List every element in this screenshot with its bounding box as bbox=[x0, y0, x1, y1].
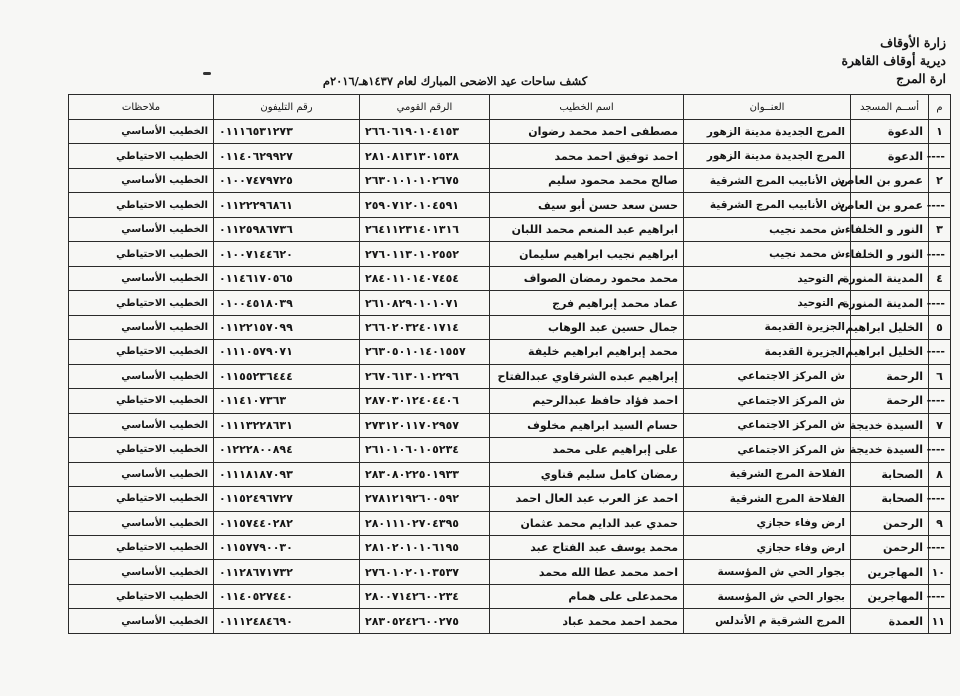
address-cell: ش محمد نجيب bbox=[684, 217, 851, 241]
mosque-name-cell: الخليل ابراهيم bbox=[851, 340, 929, 364]
mosque-name-cell: المهاجرين bbox=[851, 560, 929, 584]
address-cell: ش المركز الاجتماعي bbox=[684, 364, 851, 388]
table-row bbox=[69, 535, 951, 559]
table-row bbox=[69, 340, 951, 364]
national-id-cell: ٢٨٣٠٥٢٤٢٦٠٠٢٧٥ bbox=[360, 609, 490, 634]
mosque-name-cell: النور و الخلفاء bbox=[851, 242, 929, 266]
notes-cell: الخطيب الأساسي bbox=[69, 560, 214, 584]
address-cell: الفلاحة المرج الشرقية bbox=[684, 487, 851, 511]
table-row bbox=[69, 584, 951, 608]
row-number-cell: ---- bbox=[929, 389, 951, 413]
national-id-cell: ٢٦٧٠٦١٣٠١٠٢٢٩٦ bbox=[360, 364, 490, 388]
phone-number-cell: ٠١٠٠٧٤٧٩٧٢٥ bbox=[214, 168, 360, 192]
row-number-cell: ---- bbox=[929, 535, 951, 559]
row-number-cell: ---- bbox=[929, 291, 951, 315]
address-cell: ش المركز الاجتماعي bbox=[684, 389, 851, 413]
notes-cell: الخطيب الأساسي bbox=[69, 315, 214, 339]
national-id-cell: ٢٦٦٠٢٠٣٢٤٠١٧١٤ bbox=[360, 315, 490, 339]
phone-number-cell: ٠١١٤١٠٧٣٦٣ bbox=[214, 389, 360, 413]
notes-cell: الخطيب الاحتياطي bbox=[69, 438, 214, 462]
table-row bbox=[69, 438, 951, 462]
mosque-name-cell: الدعوة bbox=[851, 120, 929, 144]
row-number-cell: ٨ bbox=[929, 462, 951, 486]
notes-cell: الخطيب الأساسي bbox=[69, 462, 214, 486]
notes-cell: الخطيب الاحتياطي bbox=[69, 242, 214, 266]
address-cell: ش المركز الاجتماعي bbox=[684, 438, 851, 462]
address-cell: الفلاحة المرج الشرقية bbox=[684, 462, 851, 486]
table-header-row bbox=[69, 95, 951, 120]
mosque-name-cell: عمرو بن العاص bbox=[851, 168, 929, 192]
national-id-cell: ٢٨٤٠١١٠١٤٠٧٤٥٤ bbox=[360, 266, 490, 290]
phone-number-cell: ٠١١١٢٤٨٤٦٩٠ bbox=[214, 609, 360, 634]
preacher-name-cell: مصطفى احمد محمد رضوان bbox=[490, 120, 684, 144]
phone-number-cell: ٠١١١٣٢٢٨٦٣١ bbox=[214, 413, 360, 437]
table-row bbox=[69, 487, 951, 511]
table-row bbox=[69, 609, 951, 634]
phone-number-cell: ٠١١٥٥٢٣٦٤٤٤ bbox=[214, 364, 360, 388]
col-header-preacher-name: اسم الخطيب bbox=[490, 95, 684, 120]
national-id-cell: ٢٨٠١١١٠٢٧٠٤٣٩٥ bbox=[360, 511, 490, 535]
address-cell: ش محمد نجيب bbox=[684, 242, 851, 266]
national-id-cell: ٢٨٣٠٨٠٢٢٥٠١٩٣٣ bbox=[360, 462, 490, 486]
mosque-name-cell: المدينة المنورة bbox=[851, 291, 929, 315]
table-row bbox=[69, 217, 951, 241]
col-header-number: م bbox=[929, 95, 951, 120]
mosque-name-cell: الرحمن bbox=[851, 535, 929, 559]
address-cell: الجزيرة القديمة bbox=[684, 315, 851, 339]
row-number-cell: ١١ bbox=[929, 609, 951, 634]
preacher-name-cell: عماد محمد إبراهيم فرج bbox=[490, 291, 684, 315]
notes-cell: الخطيب الاحتياطي bbox=[69, 535, 214, 559]
row-number-cell: ---- bbox=[929, 144, 951, 168]
address-cell: المرج الجديدة مدينة الزهور bbox=[684, 144, 851, 168]
mosque-name-cell: السيدة خديجة bbox=[851, 438, 929, 462]
table-row bbox=[69, 193, 951, 217]
row-number-cell: ---- bbox=[929, 193, 951, 217]
col-header-national-id: الرقم القومي bbox=[360, 95, 490, 120]
phone-number-cell: ٠١٠٠٧١٤٤٦٢٠ bbox=[214, 242, 360, 266]
table-row bbox=[69, 413, 951, 437]
mosque-name-cell: عمرو بن العاص bbox=[851, 193, 929, 217]
national-id-cell: ٢٧٦٠١٠٢٠١٠٣٥٣٧ bbox=[360, 560, 490, 584]
preacher-name-cell: حمدي عبد الدايم محمد عثمان bbox=[490, 511, 684, 535]
national-id-cell: ٢٦٣٠٥٠١٠١٤٠١٥٥٧ bbox=[360, 340, 490, 364]
row-number-cell: ١٠ bbox=[929, 560, 951, 584]
notes-cell: الخطيب الأساسي bbox=[69, 511, 214, 535]
table-row bbox=[69, 560, 951, 584]
notes-cell: الخطيب الاحتياطي bbox=[69, 584, 214, 608]
preacher-name-cell: احمد فؤاد حافظ عبدالرحيم bbox=[490, 389, 684, 413]
table-row bbox=[69, 120, 951, 144]
table-row bbox=[69, 511, 951, 535]
phone-number-cell: ٠١١٥٧٤٤٠٢٨٢ bbox=[214, 511, 360, 535]
table-row bbox=[69, 462, 951, 486]
ministry-line: زارة الأوقاف bbox=[880, 35, 946, 50]
preacher-name-cell: جمال حسين عبد الوهاب bbox=[490, 315, 684, 339]
row-number-cell: ٤ bbox=[929, 266, 951, 290]
table-row bbox=[69, 364, 951, 388]
phone-number-cell: ٠١١٤٠٥٢٧٤٤٠ bbox=[214, 584, 360, 608]
document-header bbox=[841, 34, 946, 88]
row-number-cell: ٦ bbox=[929, 364, 951, 388]
national-id-cell: ٢٧٣١٢٠١١٧٠٢٩٥٧ bbox=[360, 413, 490, 437]
mosque-name-cell: العمدة bbox=[851, 609, 929, 634]
preacher-name-cell: رمضان كامل سليم قناوي bbox=[490, 462, 684, 486]
address-cell: م التوحيد bbox=[684, 291, 851, 315]
mosque-name-cell: الصحابة bbox=[851, 462, 929, 486]
phone-number-cell: ٠١١١٠٥٧٩٠٧١ bbox=[214, 340, 360, 364]
table-row bbox=[69, 242, 951, 266]
address-cell: ارض وفاء حجازي bbox=[684, 535, 851, 559]
national-id-cell: ٢٥٩٠٧١٢٠١٠٤٥٩١ bbox=[360, 193, 490, 217]
directorate-line: ديرية أوقاف القاهرة bbox=[841, 53, 946, 68]
phone-number-cell: ٠١٢٢٢٨٠٠٨٩٤ bbox=[214, 438, 360, 462]
row-number-cell: ٩ bbox=[929, 511, 951, 535]
row-number-cell: ---- bbox=[929, 438, 951, 462]
notes-cell: الخطيب الأساسي bbox=[69, 120, 214, 144]
notes-cell: الخطيب الاحتياطي bbox=[69, 144, 214, 168]
notes-cell: الخطيب الأساسي bbox=[69, 364, 214, 388]
notes-cell: الخطيب الأساسي bbox=[69, 168, 214, 192]
mosque-name-cell: الدعوة bbox=[851, 144, 929, 168]
row-number-cell: ١ bbox=[929, 120, 951, 144]
national-id-cell: ٢٧٦٠١١٣٠١٠٢٥٥٢ bbox=[360, 242, 490, 266]
notes-cell: الخطيب الأساسي bbox=[69, 413, 214, 437]
phone-number-cell: ٠١١٢٨٦٧١٧٣٢ bbox=[214, 560, 360, 584]
preacher-name-cell: محمد إبراهيم ابراهيم خليفة bbox=[490, 340, 684, 364]
row-number-cell: ---- bbox=[929, 340, 951, 364]
col-header-phone: رقم التليفون bbox=[214, 95, 360, 120]
preacher-name-cell: محمد احمد محمد عباد bbox=[490, 609, 684, 634]
phone-number-cell: ٠١١١٨١٨٧٠٩٣ bbox=[214, 462, 360, 486]
phone-number-cell: ٠١٠٠٤٥١٨٠٣٩ bbox=[214, 291, 360, 315]
national-id-cell: ٢٦٣٠١٠١٠١٠٢٦٧٥ bbox=[360, 168, 490, 192]
preacher-name-cell: إبراهيم عبده الشرقاوي عبدالفتاح bbox=[490, 364, 684, 388]
row-number-cell: ٥ bbox=[929, 315, 951, 339]
document-title: كشف ساحات عيد الاضحى المبارك لعام ١٤٣٧هـ/٢٠١٦م bbox=[322, 74, 588, 88]
table-row bbox=[69, 389, 951, 413]
address-cell: ش الأنابيب المرج الشرقية bbox=[684, 193, 851, 217]
address-cell: المرج الشرقية م الأندلس bbox=[684, 609, 851, 634]
mosque-name-cell: المدينة المنورة bbox=[851, 266, 929, 290]
row-number-cell: ---- bbox=[929, 584, 951, 608]
mosque-name-cell: الخليل ابراهيم bbox=[851, 315, 929, 339]
preacher-name-cell: محمد يوسف عبد الفتاح عبد bbox=[490, 535, 684, 559]
notes-cell: الخطيب الاحتياطي bbox=[69, 487, 214, 511]
national-id-cell: ٢٦١٠٨٢٩٠١٠١٠٧١ bbox=[360, 291, 490, 315]
table-row bbox=[69, 168, 951, 192]
phone-number-cell: ٠١١٢٥٩٨٦٧٣٦ bbox=[214, 217, 360, 241]
notes-cell: الخطيب الاحتياطي bbox=[69, 340, 214, 364]
phone-number-cell: ٠١١٤٠٦٢٩٩٢٧ bbox=[214, 144, 360, 168]
notes-cell: الخطيب الاحتياطي bbox=[69, 193, 214, 217]
mosque-name-cell: السيدة خديجة bbox=[851, 413, 929, 437]
national-id-cell: ٢٨٧٠٣٠١٢٤٠٤٤٠٦ bbox=[360, 389, 490, 413]
mosque-name-cell: الرحمن bbox=[851, 511, 929, 535]
phone-number-cell: ٠١١٥٧٧٩٠٠٣٠ bbox=[214, 535, 360, 559]
table-row bbox=[69, 291, 951, 315]
mosque-name-cell: الرحمة bbox=[851, 364, 929, 388]
row-number-cell: ٧ bbox=[929, 413, 951, 437]
address-cell: المرج الجديدة مدينة الزهور bbox=[684, 120, 851, 144]
phone-number-cell: ٠١١٤٦١٧٠٥٦٥ bbox=[214, 266, 360, 290]
notes-cell: الخطيب الاحتياطي bbox=[69, 389, 214, 413]
address-cell: الجزيرة القديمة bbox=[684, 340, 851, 364]
row-number-cell: ٢ bbox=[929, 168, 951, 192]
administration-line: ارة المرج bbox=[896, 71, 946, 86]
table-row bbox=[69, 315, 951, 339]
national-id-cell: ٢٨١٠٢٠١٠١٠٦١٩٥ bbox=[360, 535, 490, 559]
col-header-notes: ملاحظات bbox=[69, 95, 214, 120]
mosque-name-cell: النور و الخلفاء bbox=[851, 217, 929, 241]
ink-mark bbox=[203, 72, 211, 75]
preacher-name-cell: ابراهيم عبد المنعم محمد اللبان bbox=[490, 217, 684, 241]
preacher-name-cell: على إبراهيم على محمد bbox=[490, 438, 684, 462]
notes-cell: الخطيب الأساسي bbox=[69, 266, 214, 290]
row-number-cell: ٣ bbox=[929, 217, 951, 241]
phone-number-cell: ٠١١٥٢٤٩٦٧٢٧ bbox=[214, 487, 360, 511]
preacher-name-cell: احمد توفيق احمد محمد bbox=[490, 144, 684, 168]
preacher-name-cell: حسن سعد حسن أبو سيف bbox=[490, 193, 684, 217]
national-id-cell: ٢٨٠٠٧١٤٢٦٠٠٢٣٤ bbox=[360, 584, 490, 608]
notes-cell: الخطيب الأساسي bbox=[69, 609, 214, 634]
preacher-name-cell: محمدعلى على همام bbox=[490, 584, 684, 608]
national-id-cell: ٢٨١٠٨١٣١٣٠١٥٣٨ bbox=[360, 144, 490, 168]
national-id-cell: ٢٧٨١٢١٩٢٦٠٠٥٩٢ bbox=[360, 487, 490, 511]
preacher-name-cell: احمد محمد عطا الله محمد bbox=[490, 560, 684, 584]
col-header-mosque: أســم المسجد bbox=[851, 95, 929, 120]
address-cell: بجوار الحي ش المؤسسة bbox=[684, 560, 851, 584]
row-number-cell: ---- bbox=[929, 242, 951, 266]
preacher-name-cell: محمد محمود رمضان الصواف bbox=[490, 266, 684, 290]
national-id-cell: ٢٦٦٠٦١٩٠١٠٤١٥٣ bbox=[360, 120, 490, 144]
preacher-name-cell: احمد عز العرب عبد العال احمد bbox=[490, 487, 684, 511]
address-cell: م التوحيد bbox=[684, 266, 851, 290]
phone-number-cell: ٠١١١٦٥٣١٢٧٣ bbox=[214, 120, 360, 144]
preachers-table bbox=[68, 94, 951, 634]
preacher-name-cell: ابراهيم نجيب ابراهيم سليمان bbox=[490, 242, 684, 266]
national-id-cell: ٢٦٤١١٢٣١٤٠١٣١٦ bbox=[360, 217, 490, 241]
preacher-name-cell: صالح محمد محمود سليم bbox=[490, 168, 684, 192]
table-row bbox=[69, 266, 951, 290]
notes-cell: الخطيب الأساسي bbox=[69, 217, 214, 241]
row-number-cell: ---- bbox=[929, 487, 951, 511]
preacher-name-cell: حسام السيد ابراهيم مخلوف bbox=[490, 413, 684, 437]
address-cell: بجوار الحي ش المؤسسة bbox=[684, 584, 851, 608]
mosque-name-cell: الرحمة bbox=[851, 389, 929, 413]
phone-number-cell: ٠١١٢٢١٥٧٠٩٩ bbox=[214, 315, 360, 339]
mosque-name-cell: الصحابة bbox=[851, 487, 929, 511]
phone-number-cell: ٠١١٢٢٢٩٦٨٦١ bbox=[214, 193, 360, 217]
notes-cell: الخطيب الاحتياطي bbox=[69, 291, 214, 315]
national-id-cell: ٢٦١٠١٠٦٠١٠٥٢٣٤ bbox=[360, 438, 490, 462]
col-header-address: العنــوان bbox=[684, 95, 851, 120]
address-cell: ش الأنابيب المرج الشرقية bbox=[684, 168, 851, 192]
mosque-name-cell: المهاجرين bbox=[851, 584, 929, 608]
address-cell: ارض وفاء حجازي bbox=[684, 511, 851, 535]
table-row bbox=[69, 144, 951, 168]
address-cell: ش المركز الاجتماعي bbox=[684, 413, 851, 437]
